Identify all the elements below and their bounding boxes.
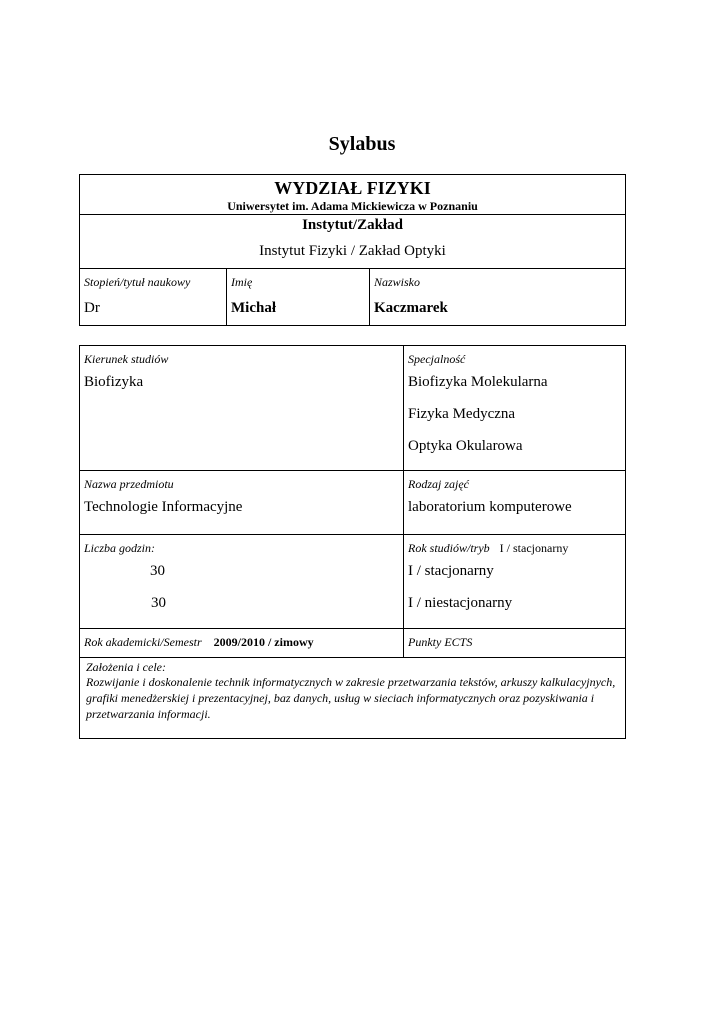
year-mode-item: I / stacjonarny — [408, 563, 494, 579]
year-mode-list — [404, 555, 625, 619]
goals-text: Rozwijanie i doskonalenie technik informatycznych w zakresie przetwarzania tekstów, arkuszy kalkulacyjnych, grafiki menedżerskiej i prezentacyjnej, baz danych, usług w sieciach informatycznych oraz pozyskiwania i przetwarzania informacji. — [86, 675, 616, 721]
specialization-item: Biofizyka Molekularna — [408, 374, 548, 390]
institute-cell — [80, 215, 626, 269]
course-label: Nazwa przedmiotu — [84, 477, 174, 491]
first-name-cell — [227, 269, 370, 326]
faculty-name: WYDZIAŁ FIZYKI — [274, 178, 431, 198]
hours-value: 30 — [150, 563, 165, 579]
academic-year-value: 2009/2010 / zimowy — [213, 635, 314, 649]
specialization-item: Optyka Okularowa — [408, 438, 523, 454]
first-name-label: Imię — [231, 275, 253, 289]
ects-cell — [404, 629, 626, 658]
class-type-value: laboratorium komputerowe — [408, 499, 572, 515]
last-name-value: Kaczmarek — [374, 300, 448, 316]
course-cell — [80, 471, 404, 535]
academic-year-cell — [80, 629, 404, 658]
first-name-value: Michał — [231, 300, 276, 316]
last-name-cell — [370, 269, 626, 326]
field-cell — [80, 346, 404, 471]
program-table — [79, 345, 626, 739]
goals-cell — [80, 658, 626, 739]
specialization-label: Specjalność — [408, 352, 466, 366]
degree-label: Stopień/tytuł naukowy — [84, 275, 191, 289]
year-mode-cell — [404, 535, 626, 629]
field-label: Kierunek studiów — [84, 352, 169, 366]
specialization-list — [404, 366, 625, 462]
last-name-label: Nazwisko — [374, 275, 421, 289]
hours-cell — [80, 535, 404, 629]
institute-label: Instytut/Zakład — [302, 217, 403, 233]
field-value: Biofizyka — [84, 374, 144, 390]
institute-name: Instytut Fizyki / Zakład Optyki — [259, 243, 446, 259]
faculty-cell — [80, 175, 626, 215]
course-value: Technologie Informacyjne — [84, 499, 243, 515]
specialization-item: Fizyka Medyczna — [408, 406, 516, 422]
specialization-cell — [404, 346, 626, 471]
class-type-label: Rodzaj zajęć — [408, 477, 469, 491]
university-name: Uniwersytet im. Adama Mickiewicza w Poznaniu — [227, 199, 478, 213]
ects-label: Punkty ECTS — [408, 635, 473, 649]
hours-label: Liczba godzin: — [84, 541, 156, 555]
class-type-cell — [404, 471, 626, 535]
year-mode-label — [404, 535, 625, 555]
degree-cell — [80, 269, 227, 326]
faculty-header-table — [79, 174, 626, 326]
year-mode-label-text: Rok studiów/tryb — [408, 541, 490, 555]
academic-year-label — [80, 629, 403, 649]
academic-year-label-text: Rok akademicki/Semestr — [84, 635, 202, 649]
document-title: Sylabus — [328, 133, 396, 155]
goals-label: Założenia i cele: — [86, 660, 166, 674]
year-mode-inline: I / stacjonarny — [499, 541, 569, 555]
year-mode-item: I / niestacjonarny — [408, 595, 513, 611]
hours-value: 30 — [151, 595, 166, 611]
degree-value: Dr — [84, 300, 100, 316]
